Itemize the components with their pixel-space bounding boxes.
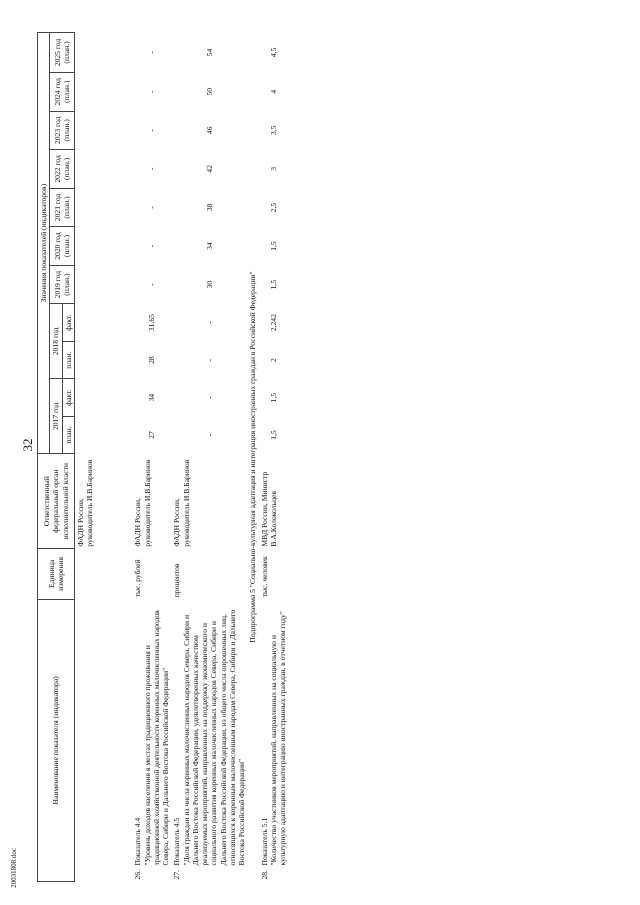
value-2021: 38 xyxy=(204,203,214,212)
unit-cell: процентов xyxy=(172,563,182,598)
subprogram-row xyxy=(247,33,258,882)
header-2022: 2022 год (план.) xyxy=(50,150,75,189)
indicator-description: "Количество участников мероприятий, направленных на социальную и культурную адаптацию и интеграцию иностранных граждан, в отчетном году" xyxy=(268,611,287,866)
value-2018-fact: 31,65 xyxy=(147,314,157,332)
value-2017-fact: 1,5 xyxy=(268,392,278,403)
indicator-cell xyxy=(259,599,289,881)
value-2017-fact: 34 xyxy=(147,393,157,402)
value-2023: - xyxy=(147,129,157,132)
table-row xyxy=(171,33,247,882)
indicator-description: "Уровень доходов населения в местах традиционного проживания и традиционной хозяйственной деятельности коренных малочисленных народов Севера, Сибири и Дальнего Востока Российской Федерации" xyxy=(142,610,170,866)
document-page xyxy=(37,32,619,882)
value-2017-plan: 1,5 xyxy=(268,430,278,440)
header-values: Значения показателей (индикаторов) xyxy=(38,33,50,454)
value-cell xyxy=(74,227,132,266)
value-2019: - xyxy=(147,283,157,286)
footer-note: 20031808.doc xyxy=(10,848,18,888)
value-2022: 3 xyxy=(268,166,278,171)
indicator-cell xyxy=(74,599,132,881)
value-2019: 30 xyxy=(204,280,214,289)
header-2020: 2020 год (план.) xyxy=(50,227,75,266)
value-2022: - xyxy=(147,167,157,171)
agency-cell: ФАДН России, руководитель И.В.Баринов xyxy=(172,459,191,547)
value-cell xyxy=(74,72,132,111)
agency-cell: ФАДН России, руководитель И.В.Баринов xyxy=(133,459,152,547)
value-2018-fact: - xyxy=(204,321,214,324)
indicator-table xyxy=(37,32,288,882)
value-2021: 2,5 xyxy=(268,202,278,213)
value-cell xyxy=(74,150,132,189)
agency-cell: ФАДН России, руководитель И.В.Баринов xyxy=(75,459,94,547)
header-2025: 2025 год (план.) xyxy=(50,33,75,73)
indicator-description: "Доля граждан из числа коренных малочисленных народов Севера, Сибири и Дальнего Востока Российской Федерации, удовлетворенных качеством реализуемых мероприятий, направленных на поддержку экономического и социального развития коренных малочисленных народов Севера, Сибири и Дальнего Востока Российской Федерации, из общего числа опрошенных лиц, относящихся к коренным малочисленным народам Севера, Сибири и Дальнего Востока Российской Федерации" xyxy=(181,609,246,866)
indicator-cell xyxy=(132,599,171,881)
value-2023: 46 xyxy=(204,126,214,135)
indicator-title: Показатель 4.4 xyxy=(133,817,143,866)
row-number: 26. xyxy=(133,870,143,880)
value-cell xyxy=(74,33,132,73)
value-2023: 3,5 xyxy=(268,125,278,136)
value-cell xyxy=(74,304,132,341)
header-agency: Ответственный федеральный орган исполнительной власти xyxy=(38,454,75,549)
value-cell xyxy=(74,265,132,304)
value-2017-plan: - xyxy=(204,433,214,437)
header-unit: Единица измерения xyxy=(38,549,75,600)
value-cell xyxy=(74,111,132,150)
indicator-title: Показатель 5.1 xyxy=(259,817,269,866)
header-2023: 2023 год (план.) xyxy=(50,111,75,150)
value-2024: 50 xyxy=(204,87,214,96)
unit-cell: тыс. человек xyxy=(259,556,269,598)
value-2025: 4,5 xyxy=(268,47,278,58)
value-2024: - xyxy=(147,90,157,93)
agency-cell: МВД России, Министр В.А.Колокольцев xyxy=(259,471,278,547)
value-2024: 4 xyxy=(268,89,278,94)
header-2017-fact: факт. xyxy=(62,379,74,416)
unit-cell xyxy=(74,549,132,600)
header-name: Наименование показателя (индикатора) xyxy=(38,599,75,881)
page-number: 32 xyxy=(20,438,35,452)
value-2025: 54 xyxy=(204,48,214,57)
header-2017: 2017 год xyxy=(50,379,62,454)
value-2020: 1,5 xyxy=(268,241,278,251)
unit-cell: тыс. рублей xyxy=(133,559,143,598)
value-2025: - xyxy=(147,51,157,54)
value-2018-fact: 2,242 xyxy=(268,314,278,332)
header-2018-plan: план. xyxy=(62,341,74,378)
value-cell xyxy=(74,341,132,378)
indicator-title: Показатель 4.5 xyxy=(172,817,182,866)
value-2022: 42 xyxy=(204,165,214,173)
value-2017-fact: - xyxy=(204,396,214,399)
value-2019: 1,5 xyxy=(268,279,278,290)
subprogram-title: Подпрограмма 5 "Социально-культурная адаптация и интеграция иностранных граждан в Российской Федерации" xyxy=(248,271,258,643)
value-2021: - xyxy=(147,206,157,209)
row-number: 28. xyxy=(259,870,269,880)
value-2018-plan: 2 xyxy=(268,358,278,363)
value-cell xyxy=(74,379,132,416)
value-2017-plan: 27 xyxy=(147,431,157,439)
value-cell xyxy=(74,188,132,227)
value-2018-plan: - xyxy=(204,358,214,362)
header-2021: 2021 год (план.) xyxy=(50,188,75,227)
value-cell xyxy=(74,416,132,453)
header-2019: 2019 год (план.) xyxy=(50,265,75,304)
value-2018-plan: 28 xyxy=(147,356,157,364)
table-row xyxy=(74,33,132,882)
value-2020: 34 xyxy=(204,242,214,250)
table-row xyxy=(259,33,289,882)
header-2018: 2018 год xyxy=(50,304,62,379)
row-number: 27. xyxy=(172,870,182,880)
value-2020: - xyxy=(147,244,157,248)
header-2024: 2024 год (план.) xyxy=(50,72,75,111)
header-2017-plan: план. xyxy=(62,416,74,453)
table-header xyxy=(38,33,75,882)
indicator-cell xyxy=(171,599,247,881)
header-2018-fact: факт. xyxy=(62,304,74,341)
table-row xyxy=(132,33,171,882)
